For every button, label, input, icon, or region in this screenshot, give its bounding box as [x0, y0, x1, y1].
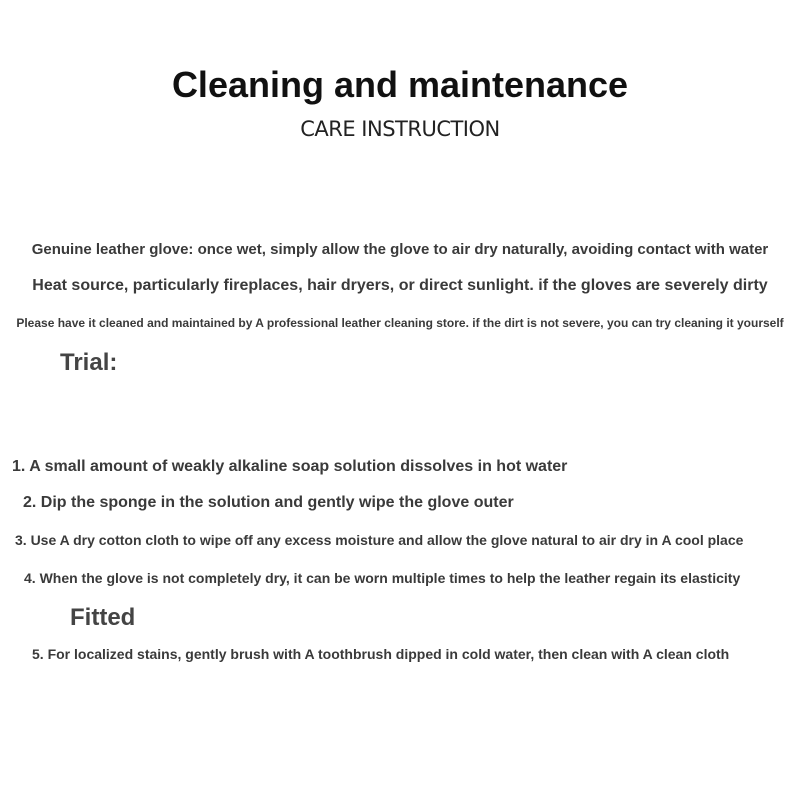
page-title: Cleaning and maintenance: [171, 64, 629, 105]
intro-paragraph-2: Heat source, particularly fireplaces, hair dryers, or direct sunlight. if the gloves are severely dirty: [32, 277, 768, 294]
step-4: 4. When the glove is not completely dry, it can be worn multiple times to help the leather regain its elasticity: [24, 570, 741, 586]
fitted-heading: Fitted: [70, 604, 136, 631]
trial-heading: Trial:: [60, 349, 118, 376]
step-3: 3. Use A dry cotton cloth to wipe off any excess moisture and allow the glove natural to air dry in A cool place: [15, 532, 744, 548]
step-5: 5. For localized stains, gently brush with A toothbrush dipped in cold water, then clean with A clean cloth: [32, 646, 730, 662]
step-1: 1. A small amount of weakly alkaline soap solution dissolves in hot water: [12, 458, 568, 475]
page-subtitle: CARE INSTRUCTION: [300, 117, 500, 141]
intro-paragraph-3: Please have it cleaned and maintained by A professional leather cleaning store. if the dirt is not severe, you can try cleaning it yourself: [16, 316, 784, 330]
step-2: 2. Dip the sponge in the solution and gently wipe the glove outer: [23, 494, 514, 511]
intro-paragraph-1: Genuine leather glove: once wet, simply allow the glove to air dry naturally, avoiding contact with water: [31, 241, 769, 258]
